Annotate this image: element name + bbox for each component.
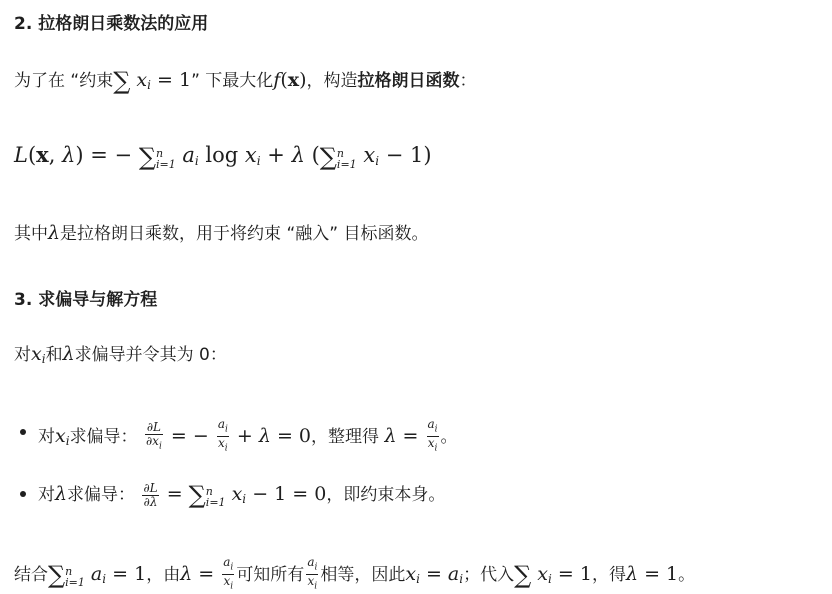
text: 相等，因此 xyxy=(320,564,406,585)
lagrangian-equation: L(x, λ) = − ∑ n i=1 $a_i$ $\log x_i + \lambda$ (∑ n i=1 $x_i - 1$) xyxy=(14,142,432,171)
var-xi: $x_i$ xyxy=(31,343,46,366)
constraint-formula: ∑ $x_i = 1$ xyxy=(113,67,192,95)
bullet-dot-icon xyxy=(20,491,26,497)
lambda-final: λ = 1 xyxy=(625,562,679,585)
text: 对 xyxy=(38,426,55,447)
text: 求偏导： xyxy=(69,426,138,447)
text: 为了在 “约束 xyxy=(14,71,114,91)
sum-x-equation: ∑ $x_i = 1$ xyxy=(514,560,592,589)
text: ，由 xyxy=(146,564,181,585)
lambda-symbol: λ xyxy=(55,483,68,505)
text: ，整理得 xyxy=(311,426,385,447)
text: ；代入 xyxy=(463,564,515,585)
text: 求偏导： xyxy=(67,485,136,505)
paragraph-lambda-explanation xyxy=(14,221,428,246)
partial-xi-equation: $\frac{\partial L}{\partial x_i}$ = − $\frac{a_i}{x_i}$ + λ = 0 xyxy=(145,417,312,454)
var-xi: $x_i$ xyxy=(55,424,70,448)
list-item-partial-lambda xyxy=(38,480,445,511)
text: 结合 xyxy=(14,564,48,585)
text: ，得 xyxy=(591,564,626,585)
ratio: $\frac{a_i}{x_i}$ xyxy=(307,555,318,592)
target-formula: f(x) xyxy=(273,69,307,91)
text: 和 xyxy=(45,345,63,365)
partial-lambda-equation: $\frac{\partial L}{\partial\lambda}$ = ∑ n i=1 $x_i - 1 = 0$ xyxy=(143,480,327,509)
text: 对 xyxy=(38,485,55,505)
lambda-symbol: λ xyxy=(48,222,61,244)
lambda-ratio: λ = $\frac{a_i}{x_i}$ xyxy=(180,555,234,592)
text: ，即约束本身。 xyxy=(326,485,446,505)
text: ： xyxy=(459,71,477,91)
lambda-symbol: λ xyxy=(62,343,75,365)
paragraph-intro-2 xyxy=(14,66,477,97)
bullet-dot-icon xyxy=(20,429,26,435)
list-item-partial-xi xyxy=(38,418,458,456)
section-heading-3: 3. 求偏导与解方程 xyxy=(14,290,158,310)
text: 是拉格朗日乘数，用于将约束 “融入” 目标函数。 xyxy=(60,224,429,244)
text: 其中 xyxy=(14,224,48,244)
paragraph-conclusion xyxy=(14,556,695,594)
text: 对 xyxy=(14,345,31,365)
text: 。 xyxy=(440,426,458,447)
text: 。 xyxy=(678,564,696,585)
lambda-result: λ = $\frac{a_i}{x_i}$ xyxy=(384,417,438,454)
text: 求偏导并令其为 0： xyxy=(74,345,227,365)
text: 可知所有 xyxy=(236,564,305,585)
paragraph-intro-3 xyxy=(14,342,227,371)
text: ，构造 xyxy=(306,71,358,91)
section-heading-2: 2. 拉格朗日乘数法的应用 xyxy=(14,14,209,34)
text: ” 下最大化 xyxy=(191,71,274,91)
sum-a-equation: ∑ n i=1 $a_i = 1$ xyxy=(48,560,147,589)
bold-term: 拉格朗日函数 xyxy=(357,71,460,91)
x-equals-a: $x_i = a_i$ xyxy=(405,562,464,586)
